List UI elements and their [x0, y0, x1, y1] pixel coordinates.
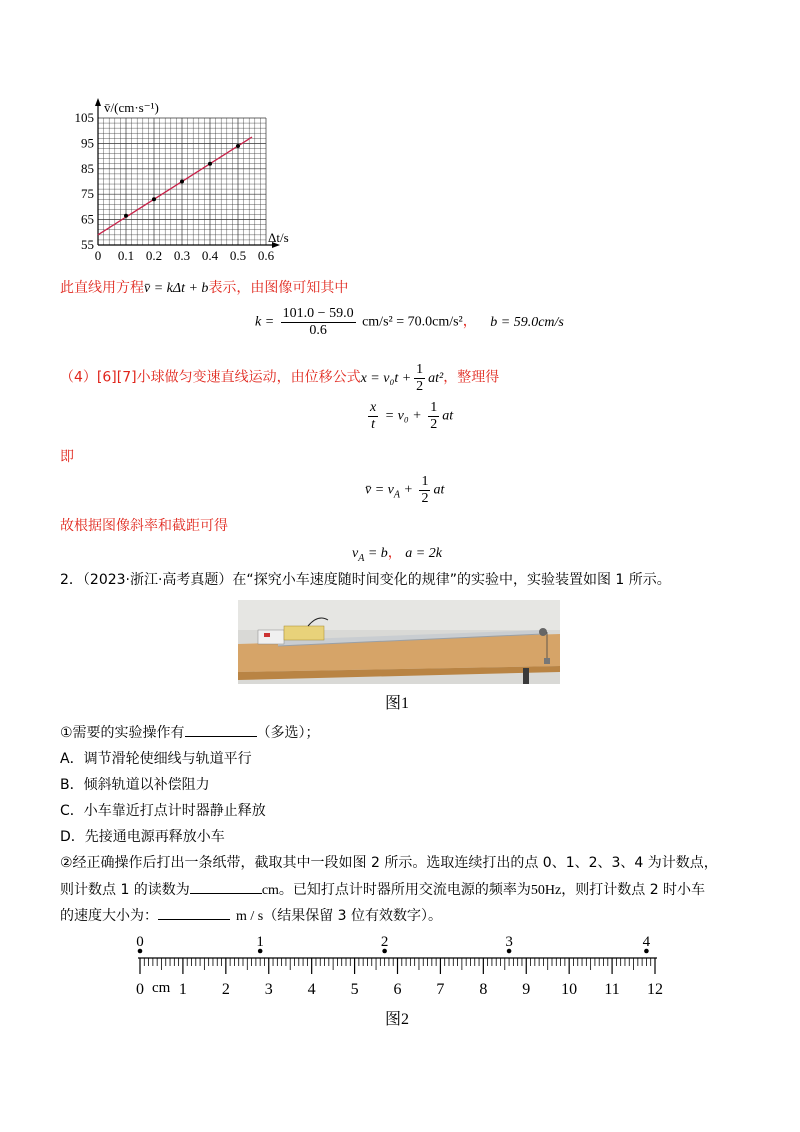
equation-vbar: v̄ = $v_A$ + $\frac{1}{2}$ at	[365, 474, 445, 506]
figure-2-caption: 图2	[385, 1011, 410, 1028]
y-tick-label: 75	[81, 186, 94, 202]
ruler-cm-label: 3	[264, 981, 273, 998]
question-2-part-2-line-1: ②经正确操作后打出一条纸带，截取其中一段如图 2 所示。选取连续打出的点 0、1、2、3、4 为计数点，	[60, 855, 718, 871]
ruler-cm-label: 7	[436, 981, 445, 998]
equation-x-over-t: $\frac{x}{t}$ = v₀ + $\frac{1}{2}$ at	[370, 400, 454, 432]
ruler-cm-label: 1	[178, 981, 187, 998]
solution-conclusion: 故根据图像斜率和截距可得	[60, 518, 228, 534]
tape-counting-points	[136, 934, 650, 953]
ruler-cm-label: 12	[647, 981, 663, 998]
y-tick-label: 65	[81, 211, 94, 227]
x-tick-label: 0.6	[257, 248, 275, 263]
answer-blank-3[interactable]	[158, 905, 230, 920]
x-tick-label: 0.2	[145, 248, 163, 263]
y-axis-label: v̄/(cm·s⁻¹)	[104, 100, 159, 115]
ruler-ticks	[138, 958, 657, 974]
final-result: $v_A = b$， a = 2k	[352, 545, 442, 564]
data-point	[152, 197, 156, 201]
option-b: B．倾斜轨道以补偿阻力	[60, 777, 210, 793]
option-c: C．小车靠近打点计时器静止释放	[60, 803, 266, 819]
ruler-cm-label: 11	[604, 981, 620, 998]
fit-line	[98, 137, 252, 235]
ruler-cm-label: 0	[136, 981, 144, 998]
question-2-part-1: ①需要的实验操作有 （多选）；	[60, 722, 320, 743]
x-tick-label: 0.4	[201, 248, 219, 263]
answer-blank-1[interactable]	[185, 722, 257, 737]
ruler-cm-label: 10	[561, 981, 578, 998]
ruler-cm-label: 6	[393, 981, 402, 998]
ruler-cm-label: 8	[479, 981, 488, 998]
velocity-time-graph	[60, 90, 320, 265]
data-point	[180, 180, 184, 184]
counting-point-label: 0	[136, 934, 144, 950]
question-2-part-2-line-2: 则计数点 1 的读数为 cm。已知打点计时器所用交流电源的频率为50Hz，则打计数点 2 时小车	[60, 879, 705, 901]
counting-point-label: 1	[256, 934, 264, 950]
ruler-cm-label: 4	[307, 981, 316, 998]
x-tick-label: 0	[94, 248, 102, 263]
ruler-cm-labels	[136, 980, 663, 998]
y-axis-arrow	[95, 98, 101, 106]
solution-part4: （4）[6][7]小球做匀变速直线运动，由位移公式x = v₀t + $\frac{1}{2}$ at²，整理得	[60, 362, 500, 394]
x-tick-label: 0.5	[229, 248, 247, 263]
ruler-cm-label: 2	[221, 981, 230, 998]
question-2-part-2-line-3: 的速度大小为： m / s（结果保留 3 位有效数字）。	[60, 905, 442, 927]
solution-ji: 即	[60, 449, 74, 465]
data-point	[208, 162, 212, 166]
ruler-cm-label: 9	[522, 981, 531, 998]
y-tick-label: 85	[81, 160, 94, 176]
figure-1-apparatus-image	[238, 600, 560, 684]
counting-point-label: 2	[380, 934, 389, 950]
x-axis-label: Δt/s	[268, 230, 289, 245]
k-equation: k = $\frac{101.0 - 59.0}{0.6}$ cm/s² = 70.0cm/s²， b = 59.0cm/s	[255, 306, 564, 338]
figure-1-caption: 图1	[385, 695, 410, 712]
figure-2-ruler	[120, 930, 680, 1005]
question-2-stem: 2．（2023·浙江·高考真题）在“探究小车速度随时间变化的规律”的实验中，实验装置如图 1 所示。	[60, 572, 671, 588]
y-tick-label: 105	[74, 110, 94, 125]
y-tick-label: 95	[81, 135, 94, 151]
option-a: A．调节滑轮使细线与轨道平行	[60, 751, 252, 767]
counting-point-label: 4	[642, 934, 651, 950]
counting-point-label: 3	[505, 934, 513, 950]
y-tick-label: 55	[81, 237, 94, 252]
x-tick-label: 0.1	[117, 248, 135, 263]
data-point	[236, 144, 240, 148]
data-point	[124, 214, 128, 218]
ruler-unit-label: cm	[152, 980, 171, 996]
option-d: D．先接通电源再释放小车	[60, 829, 225, 845]
ruler-cm-label: 5	[350, 981, 359, 998]
solution-line-1: 此直线用方程v̄ = kΔt + b表示，由图像可知其中	[60, 280, 349, 296]
x-tick-label: 0.3	[173, 248, 191, 263]
answer-blank-2[interactable]	[190, 879, 262, 894]
